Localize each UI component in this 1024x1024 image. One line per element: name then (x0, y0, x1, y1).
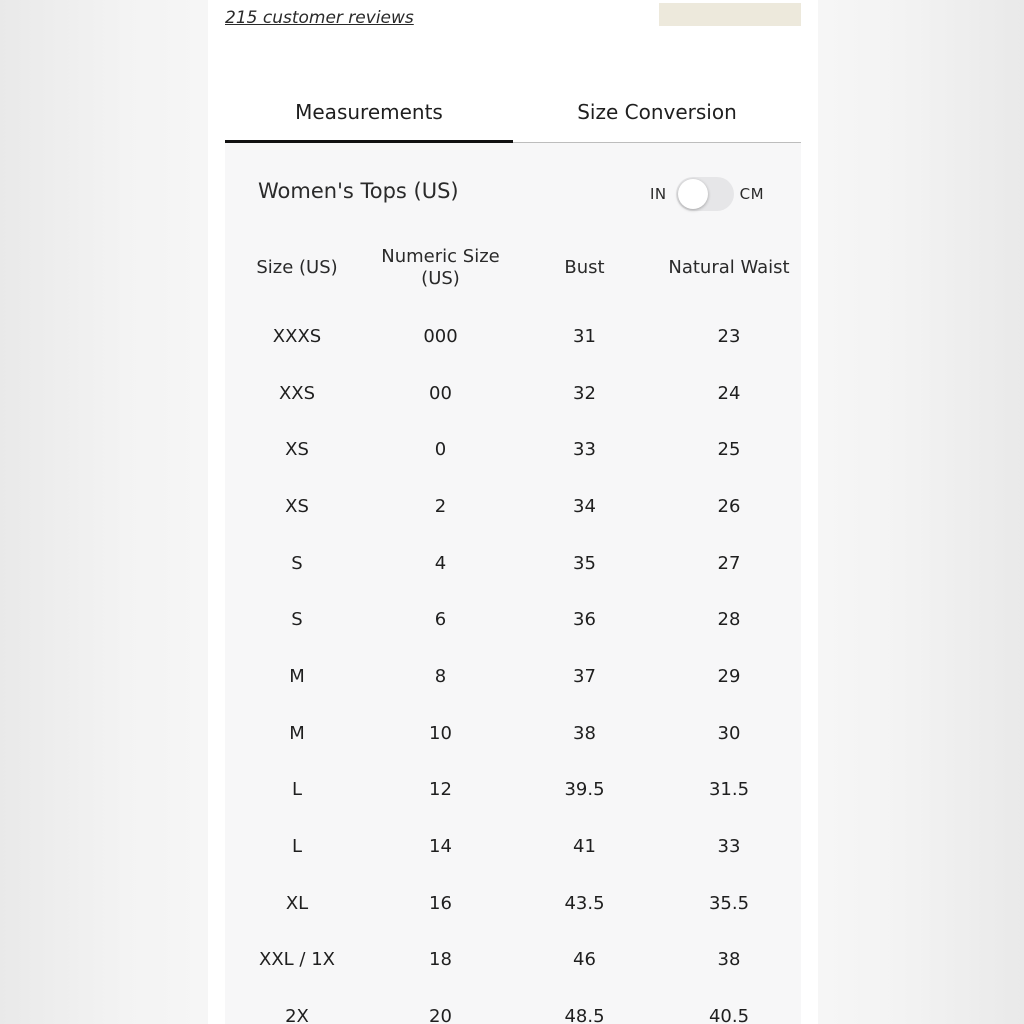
cell-numeric-size: 4 (434, 552, 447, 574)
column-header-bust: Bust (564, 257, 605, 278)
measurements-panel (225, 143, 801, 1024)
cell-natural-waist: 31.5 (708, 779, 750, 801)
table-row (225, 365, 801, 422)
cell-numeric-size: 10 (429, 722, 452, 744)
cell-natural-waist: 26 (717, 495, 741, 517)
cell-size: XXL / 1X (259, 949, 335, 971)
cell-bust: 33 (573, 439, 596, 461)
table-row (225, 818, 801, 875)
cell-bust: 48.5 (564, 1006, 605, 1024)
size-tabs (225, 84, 801, 143)
table-row (225, 932, 801, 989)
cell-bust: 39.5 (564, 779, 605, 801)
cell-numeric-size: 000 (423, 325, 458, 347)
cell-numeric-size: 0 (434, 439, 447, 461)
cell-numeric-size: 12 (429, 779, 452, 801)
column-header-natural-waist: Natural Waist (668, 257, 790, 278)
table-row (225, 875, 801, 932)
cell-natural-waist: 33 (717, 836, 741, 858)
cell-numeric-size: 14 (429, 836, 452, 858)
cell-numeric-size: 18 (429, 949, 452, 971)
cell-size: M (289, 665, 305, 687)
cell-bust: 43.5 (564, 892, 605, 914)
cell-natural-waist: 27 (717, 552, 741, 574)
table-row (225, 648, 801, 705)
cell-numeric-size: 20 (429, 1006, 452, 1024)
cell-bust: 31 (573, 325, 596, 347)
cell-bust: 34 (573, 495, 596, 517)
tab-size-conversion[interactable]: Size Conversion (577, 100, 737, 124)
unit-label-cm: CM (739, 185, 765, 203)
size-chart-screen (208, 0, 818, 1024)
table-row (225, 535, 801, 592)
cell-natural-waist: 35.5 (708, 892, 750, 914)
tab-measurements[interactable]: Measurements (225, 84, 513, 142)
cell-bust: 35 (573, 552, 596, 574)
cell-size: S (291, 552, 303, 574)
cell-natural-waist: 24 (717, 382, 741, 404)
cell-bust: 32 (573, 382, 596, 404)
cell-numeric-size: 8 (434, 665, 447, 687)
unit-label-in: IN (650, 185, 667, 203)
chart-title: Women's Tops (US) (258, 179, 459, 203)
unit-switch[interactable] (676, 177, 734, 211)
table-row (225, 705, 801, 762)
cell-bust: 46 (573, 949, 596, 971)
cell-natural-waist: 38 (717, 949, 741, 971)
cell-natural-waist: 28 (717, 609, 741, 631)
unit-toggle (650, 176, 764, 212)
color-swatch[interactable] (659, 3, 801, 26)
cell-size: XS (285, 495, 309, 517)
cell-size: XXXS (272, 325, 322, 347)
cell-natural-waist: 25 (717, 439, 741, 461)
table-row (225, 478, 801, 535)
cell-size: S (291, 609, 303, 631)
cell-size: L (291, 779, 303, 801)
cell-bust: 41 (573, 836, 596, 858)
cell-natural-waist: 23 (717, 325, 741, 347)
table-header-row (225, 240, 801, 296)
customer-reviews-link[interactable]: 215 customer reviews (225, 8, 414, 28)
cell-size: 2X (285, 1006, 309, 1024)
cell-numeric-size: 2 (434, 495, 447, 517)
cell-size: XL (285, 892, 309, 914)
column-header-numeric-size: Numeric Size (US) (381, 246, 500, 289)
cell-natural-waist: 40.5 (708, 1006, 750, 1024)
cell-natural-waist: 29 (717, 665, 741, 687)
cell-bust: 37 (573, 665, 596, 687)
switch-knob (678, 179, 708, 209)
cell-numeric-size: 00 (429, 382, 452, 404)
cell-size: M (289, 722, 305, 744)
table-row (225, 308, 801, 365)
table-row (225, 591, 801, 648)
table-row (225, 988, 801, 1024)
cell-numeric-size: 16 (429, 892, 452, 914)
table-row (225, 762, 801, 819)
cell-size: XS (285, 439, 309, 461)
cell-size: L (291, 836, 303, 858)
cell-size: XXS (278, 382, 316, 404)
column-header-size: Size (US) (256, 257, 338, 278)
table-row (225, 421, 801, 478)
cell-bust: 36 (573, 609, 596, 631)
cell-bust: 38 (573, 722, 596, 744)
cell-numeric-size: 6 (434, 609, 447, 631)
cell-natural-waist: 30 (717, 722, 741, 744)
size-table (225, 240, 801, 1024)
